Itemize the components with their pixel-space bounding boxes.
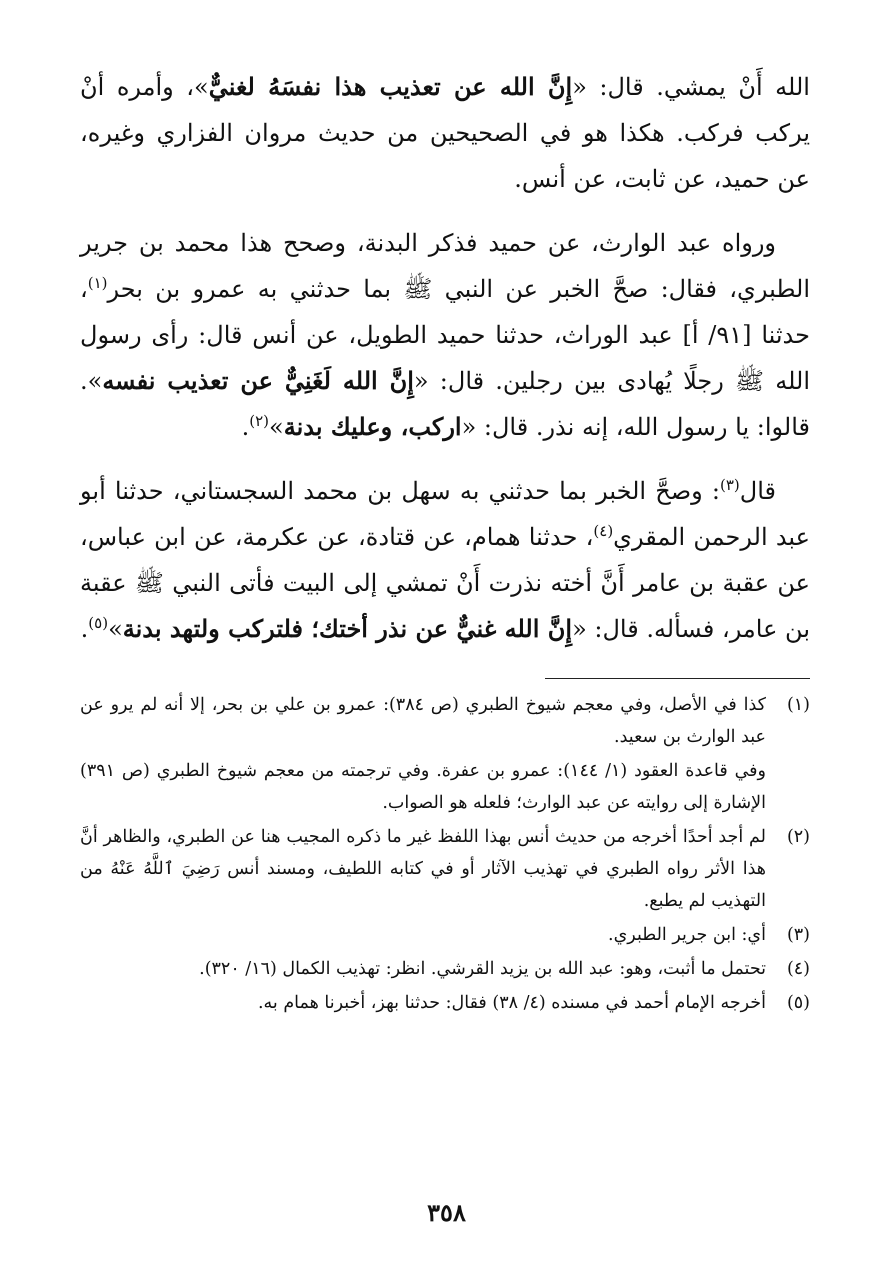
p2-hadith-quote-1: إِنَّ الله لَغَنِيٌّ عن تعذيب نفسه: [102, 366, 414, 395]
footnote-ref-2: (٢): [249, 412, 270, 430]
p2-text-2: ، حدثنا [٩١/ أ] عبد الوراث، حدثنا حميد الطويل، عن أنس قال: رأى رسول الله ﷺ رجلًا يُهادى بين رجلين. قال: «: [80, 275, 811, 395]
footnote-number: (٤): [786, 959, 810, 979]
footnote-divider: [545, 678, 810, 679]
p3-text-3: ، حدثنا همام، عن قتادة، عن عكرمة، عن ابن عباس، عن عقبة بن عامر أَنَّ أخته نذرت أَنْ تمشي إلى البيت فأتى النبي ﷺ عقبة بن عامر، فسأله. قال: «: [80, 523, 810, 643]
paragraph-2: [80, 220, 810, 450]
p2-text-5: .: [241, 413, 250, 441]
footnote-ref-4: (٤): [593, 522, 614, 540]
footnote-1-continuation: وفي قاعدة العقود (١/ ١٤٤): عمرو بن عفرة. وفي ترجمته من معجم شيوخ الطبري (ص ٣٩١) الإشارة إلى روايته عن عبد الوارث؛ فلعله هو الصواب.: [80, 761, 766, 813]
footnotes: [80, 689, 810, 1019]
p3-text-1: قال: [739, 477, 776, 505]
p3-text-2: : وصحَّ الخبر بما حدثني به سهل بن محمد السجستاني، حدثنا أبو عبد الرحمن المقري: [80, 477, 810, 551]
p3-text-4: »: [108, 615, 123, 643]
p1-hadith-quote: إِنَّ الله عن تعذيب هذا نفسَهُ لغنيٌّ: [208, 72, 573, 101]
footnote-ref-3: (٣): [719, 476, 740, 494]
footnote-ref-5: (٥): [88, 614, 109, 632]
footnote-5: [80, 987, 810, 1019]
footnote-text: أخرجه الإمام أحمد في مسنده (٤/ ٣٨) فقال: حدثنا بهز، أخبرنا همام به.: [257, 993, 766, 1013]
paragraph-1: [80, 64, 810, 202]
p1-text-1: الله أَنْ يمشي. قال: «: [572, 73, 810, 101]
footnote-text: أي: ابن جرير الطبري.: [608, 925, 766, 945]
footnote-number: (١): [786, 695, 810, 715]
footnote-number: (٣): [786, 925, 810, 945]
footnote-number: (٥): [786, 993, 810, 1013]
footnote-ref-1: (١): [87, 274, 108, 292]
paragraph-3: [80, 468, 810, 652]
page-body: [80, 64, 810, 1021]
main-text: [80, 64, 810, 652]
footnote-number: (٢): [786, 827, 810, 847]
footnote-2: [80, 821, 810, 917]
p2-text-3: ». قالوا: يا رسول الله، إنه نذر. قال: «: [80, 367, 810, 441]
p2-hadith-quote-2: اركب، وعليك بدنة: [283, 412, 462, 441]
p1-text-2: »، وأمره أنْ يركب فركب. هكذا هو في الصحيحين من حديث مروان الفزاري وغيره، عن حميد، عن ثابت، عن أنس.: [80, 73, 810, 193]
p2-text-4: »: [269, 413, 284, 441]
page-number: ٣٥٨: [427, 1198, 466, 1227]
footnote-1: [80, 689, 810, 753]
footnote-4: [80, 953, 810, 985]
footnote-3: [80, 919, 810, 951]
p2-text-1: ورواه عبد الوارث، عن حميد فذكر البدنة، وصحح هذا محمد بن جرير الطبري، فقال: صحَّ الخبر عن النبي ﷺ بما حدثني به عمرو بن بحر: [80, 229, 810, 303]
p3-text-5: .: [80, 615, 89, 643]
footnote-text: لم أجد أحدًا أخرجه من حديث أنس بهذا اللفظ غير ما ذكره المجيب هنا عن الطبري، والظاهر أنَّ هذا الأثر رواه الطبري في تهذيب الآثار أو في كتابه اللطيف، ومسند أنس رَضِيَ ٱللَّهُ عَنْهُ من التهذيب لم يطبع.: [80, 827, 766, 911]
footnote-text: كذا في الأصل، وفي معجم شيوخ الطبري (ص ٣٨٤): عمرو بن علي بن بحر، إلا أنه لم يرو عن عبد الوارث بن سعيد.: [80, 695, 766, 747]
footnote-text: تحتمل ما أثبت، وهو: عبد الله بن يزيد القرشي. انظر: تهذيب الكمال (١٦/ ٣٢٠).: [199, 959, 766, 979]
p3-hadith-quote: إِنَّ الله غنيٌّ عن نذر أختك؛ فلتركب ولتهد بدنة: [122, 614, 573, 643]
